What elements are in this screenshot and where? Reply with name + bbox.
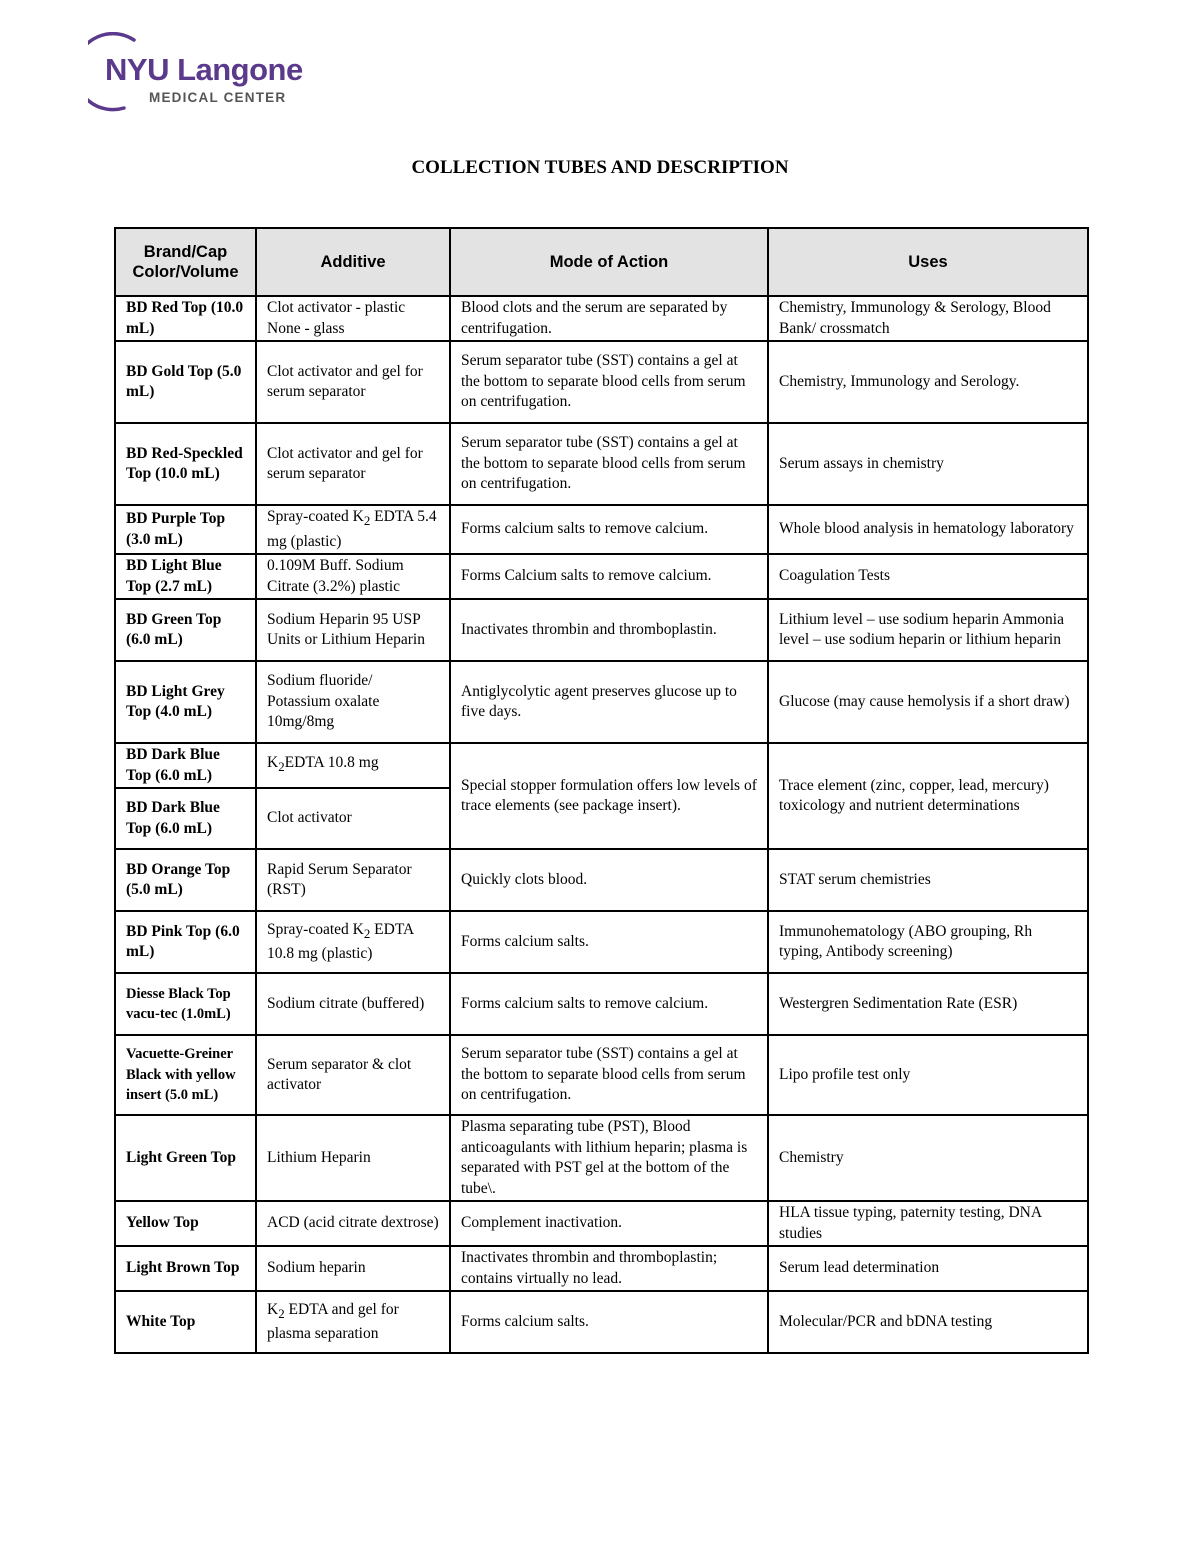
mode-cell: Antiglycolytic agent preserves glucose up to five days. [450,661,768,743]
table-row [115,599,1088,661]
page-title: COLLECTION TUBES AND DESCRIPTION [411,157,789,178]
additive-cell: ACD (acid citrate dextrose) [256,1201,450,1246]
table-row [115,554,1088,599]
brand-cell: BD Red Top (10.0 mL) [115,296,256,341]
additive-subscript: 2 [363,925,371,941]
mode-cell: Special stopper formulation offers low levels of trace elements (see package insert). [450,743,768,849]
additive-post: EDTA and gel for plasma separation [267,1300,399,1343]
mode-cell: Forms Calcium salts to remove calcium. [450,554,768,599]
additive-cell: 0.109M Buff. Sodium Citrate (3.2%) plastic [256,554,450,599]
mode-cell: Forms calcium salts. [450,1291,768,1353]
additive-cell: Clot activator and gel for serum separator [256,341,450,423]
uses-cell: Westergren Sedimentation Rate (ESR) [768,973,1088,1035]
mode-cell: Forms calcium salts to remove calcium. [450,973,768,1035]
table-row [115,341,1088,423]
table-row [115,1291,1088,1353]
uses-cell: Lithium level – use sodium heparin Ammonia level – use sodium heparin or lithium heparin [768,599,1088,661]
header-brand: Brand/Cap Color/Volume [115,228,256,296]
additive-pre: K [267,754,279,772]
brand-cell: BD Green Top (6.0 mL) [115,599,256,661]
table-row [115,1035,1088,1115]
additive-cell: Clot activator and gel for serum separator [256,423,450,505]
additive-subscript: 2 [363,513,371,529]
additive-post: EDTA 10.8 mg [284,754,379,772]
additive-cell: Rapid Serum Separator (RST) [256,849,450,911]
additive-post: EDTA 10.8 mg (plastic) [267,920,414,963]
mode-cell: Plasma separating tube (PST), Blood anticoagulants with lithium heparin; plasma is separated with PST gel at the bottom of the tube\. [450,1115,768,1201]
uses-cell: Lipo profile test only [768,1035,1088,1115]
uses-cell: Coagulation Tests [768,554,1088,599]
mode-cell: Inactivates thrombin and thromboplastin. [450,599,768,661]
mode-cell: Serum separator tube (SST) contains a gel at the bottom to separate blood cells from serum on centrifugation. [450,423,768,505]
mode-cell: Forms calcium salts. [450,911,768,973]
header-uses: Uses [768,228,1088,296]
additive-cell [256,743,450,788]
brand-cell: BD Red-Speckled Top (10.0 mL) [115,423,256,505]
table-row [115,743,1088,788]
table-row [115,423,1088,505]
brand-cell: BD Dark Blue Top (6.0 mL) [115,743,256,788]
mode-cell: Serum separator tube (SST) contains a gel at the bottom to separate blood cells from serum on centrifugation. [450,1035,768,1115]
mode-cell: Complement inactivation. [450,1201,768,1246]
additive-cell: Sodium fluoride/ Potassium oxalate 10mg/8mg [256,661,450,743]
table-row [115,296,1088,341]
uses-cell: Chemistry [768,1115,1088,1201]
collection-tubes-table [114,227,1089,1354]
mode-cell: Quickly clots blood. [450,849,768,911]
uses-cell: Whole blood analysis in hematology laboratory [768,505,1088,554]
brand-cell: Light Green Top [115,1115,256,1201]
mode-cell: Blood clots and the serum are separated by centrifugation. [450,296,768,341]
brand-cell: Light Brown Top [115,1246,256,1291]
brand-cell: BD Orange Top (5.0 mL) [115,849,256,911]
uses-cell: Serum assays in chemistry [768,423,1088,505]
mode-cell: Forms calcium salts to remove calcium. [450,505,768,554]
additive-post: EDTA 5.4 mg (plastic) [267,508,437,550]
uses-cell: Trace element (zinc, copper, lead, mercury) toxicology and nutrient determinations [768,743,1088,849]
logo-name: NYU Langone [105,52,303,87]
brand-cell: BD Light Blue Top (2.7 mL) [115,554,256,599]
table-row [115,849,1088,911]
header-mode: Mode of Action [450,228,768,296]
additive-cell: Sodium Heparin 95 USP Units or Lithium Heparin [256,599,450,661]
table-row [115,973,1088,1035]
brand-cell: BD Gold Top (5.0 mL) [115,341,256,423]
uses-cell: STAT serum chemistries [768,849,1088,911]
additive-cell: Lithium Heparin [256,1115,450,1201]
uses-cell: Molecular/PCR and bDNA testing [768,1291,1088,1353]
brand-cell: Diesse Black Top vacu-tec (1.0mL) [115,973,256,1035]
additive-subscript: 2 [278,1305,285,1321]
uses-cell: Immunohematology (ABO grouping, Rh typing, Antibody screening) [768,911,1088,973]
nyu-langone-logo [88,32,303,112]
additive-cell: Clot activator [256,788,450,849]
additive-cell [256,505,450,554]
table-row [115,661,1088,743]
table-row [115,505,1088,554]
uses-cell: Chemistry, Immunology and Serology. [768,341,1088,423]
additive-cell [256,911,450,973]
additive-pre: K [267,1300,279,1318]
uses-cell: Chemistry, Immunology & Serology, Blood Bank/ crossmatch [768,296,1088,341]
brand-cell: Vacuette-Greiner Black with yellow insert (5.0 mL) [115,1035,256,1115]
brand-cell: BD Light Grey Top (4.0 mL) [115,661,256,743]
brand-cell: BD Purple Top (3.0 mL) [115,505,256,554]
brand-cell: BD Pink Top (6.0 mL) [115,911,256,973]
uses-cell: Serum lead determination [768,1246,1088,1291]
uses-cell: HLA tissue typing, paternity testing, DNA studies [768,1201,1088,1246]
additive-subscript: 2 [278,759,285,775]
additive-cell: Sodium heparin [256,1246,450,1291]
additive-cell [256,1291,450,1353]
uses-cell: Glucose (may cause hemolysis if a short draw) [768,661,1088,743]
brand-cell: Yellow Top [115,1201,256,1246]
header-additive: Additive [256,228,450,296]
additive-pre: Spray-coated K [267,508,364,525]
additive-cell: Sodium citrate (buffered) [256,973,450,1035]
mode-cell: Inactivates thrombin and thromboplastin; contains virtually no lead. [450,1246,768,1291]
additive-pre: Spray-coated K [267,920,364,938]
logo-subtitle: MEDICAL CENTER [149,90,287,105]
mode-cell: Serum separator tube (SST) contains a gel at the bottom to separate blood cells from serum on centrifugation. [450,341,768,423]
brand-cell: White Top [115,1291,256,1353]
table-row [115,1201,1088,1246]
table-row [115,911,1088,973]
additive-cell: Clot activator - plastic None - glass [256,296,450,341]
table-row [115,1115,1088,1201]
table-row [115,1246,1088,1291]
table-header-row [115,228,1088,296]
additive-cell: Serum separator & clot activator [256,1035,450,1115]
brand-cell: BD Dark Blue Top (6.0 mL) [115,788,256,849]
